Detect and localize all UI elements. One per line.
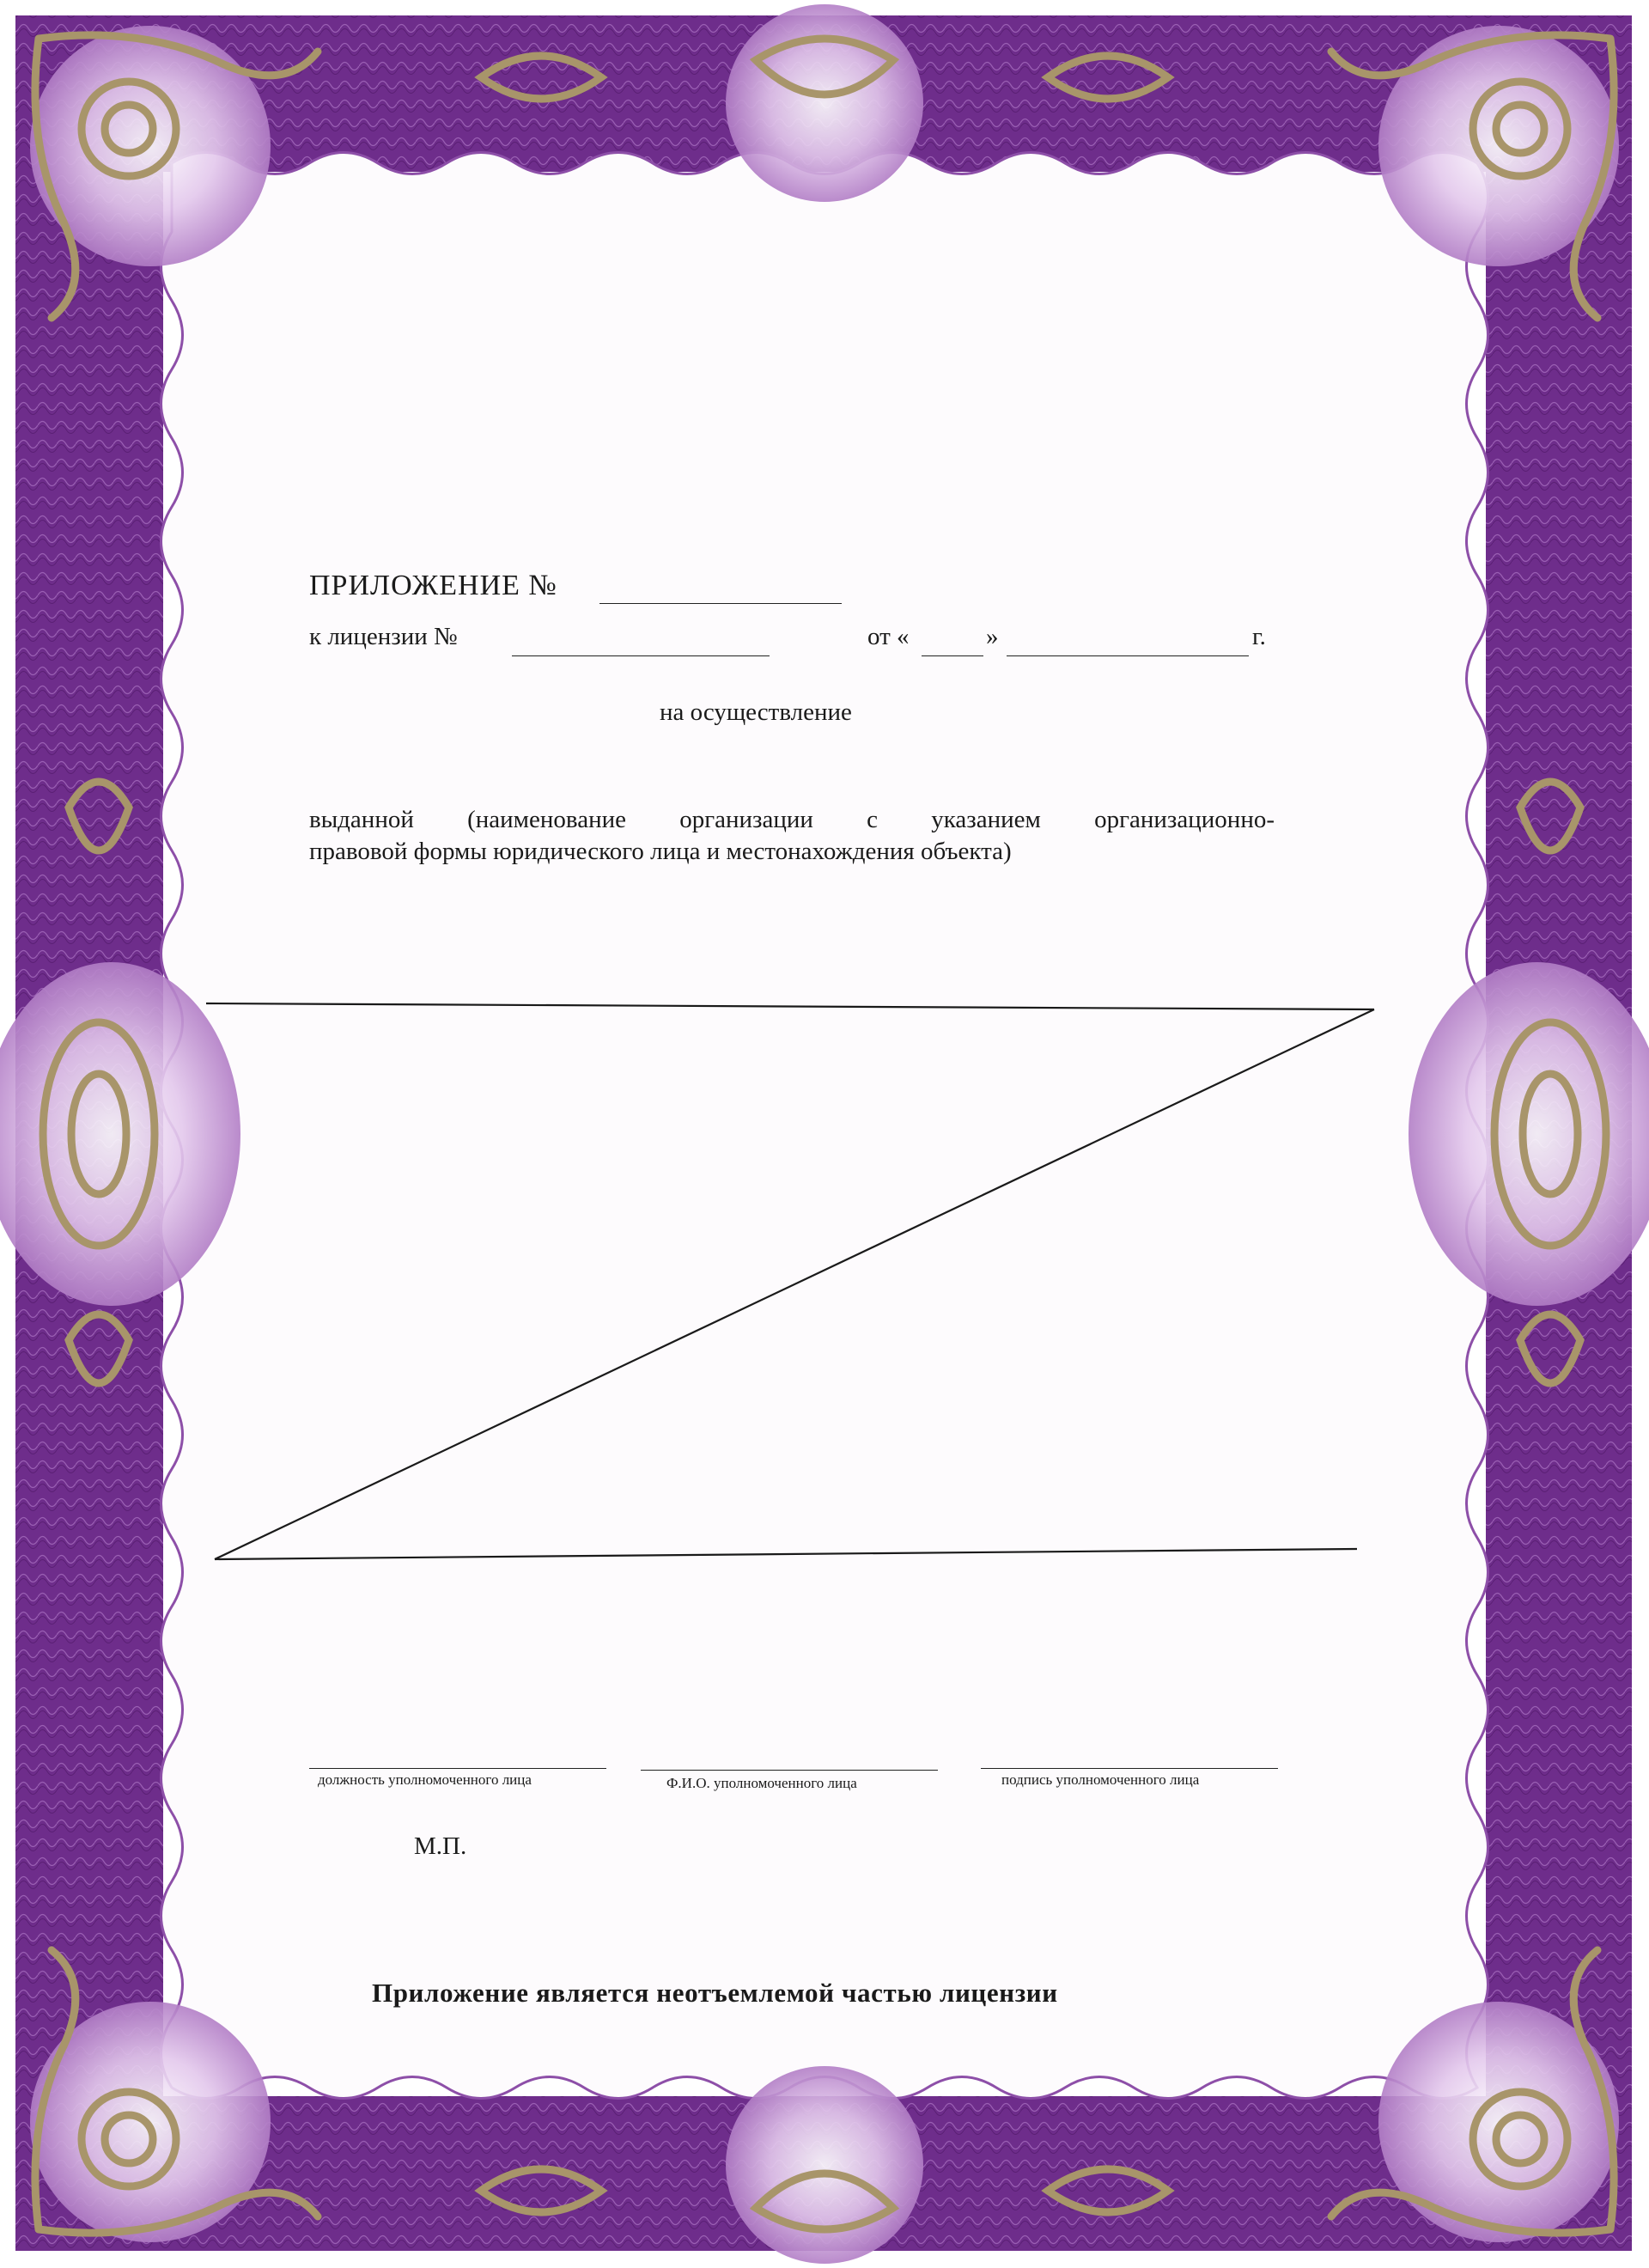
stamp-placeholder: М.П.: [414, 1832, 467, 1860]
signature-line[interactable]: [981, 1768, 1278, 1769]
issued-to-line-1: выданной (наименование организации с указанием организационно-: [309, 806, 1275, 833]
appendix-label: ПРИЛОЖЕНИЕ №: [309, 570, 557, 601]
appendix-number-field[interactable]: [599, 603, 842, 604]
license-number-field[interactable]: [512, 655, 770, 656]
date-month-year-field[interactable]: [1007, 655, 1249, 656]
footer-note: Приложение является неотъемлемой частью лицензии: [372, 1978, 1058, 2008]
name-caption: Ф.И.О. уполномоченного лица: [666, 1775, 857, 1791]
year-suffix: г.: [1252, 623, 1266, 650]
license-label: к лицензии №: [309, 623, 458, 650]
date-from-prefix: от «: [867, 623, 910, 650]
date-day-field[interactable]: [922, 655, 983, 656]
signature-caption: подпись уполномоченного лица: [1001, 1771, 1200, 1788]
purpose-label: на осуществление: [660, 698, 852, 726]
position-signature-line[interactable]: [309, 1768, 606, 1769]
name-signature-line[interactable]: [641, 1770, 938, 1771]
issued-to-line-2: правовой формы юридического лица и местонахождения объекта): [309, 838, 1012, 865]
position-caption: должность уполномоченного лица: [318, 1771, 532, 1788]
date-from-mid: »: [986, 623, 999, 650]
paper-area: [161, 153, 1488, 2099]
